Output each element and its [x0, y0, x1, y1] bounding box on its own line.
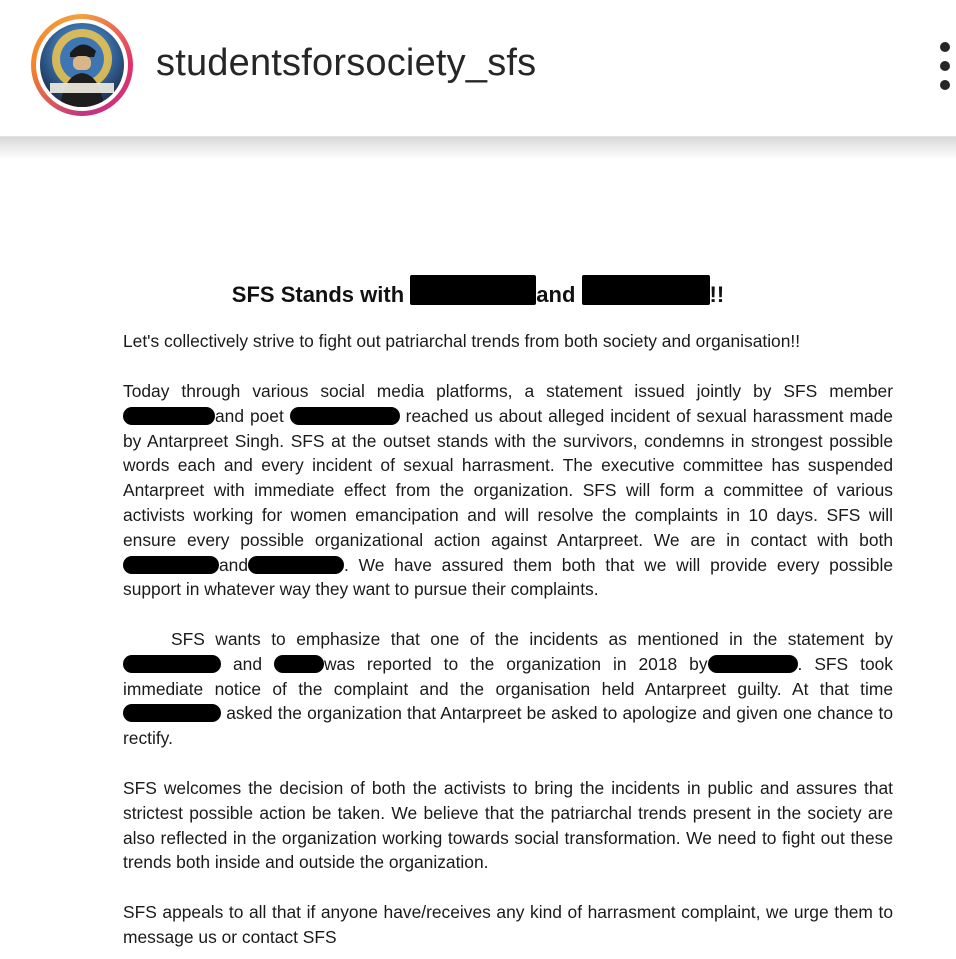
redaction-bar [410, 275, 536, 305]
sfs-logo-icon [40, 23, 124, 107]
username[interactable]: studentsforsociety_sfs [156, 42, 537, 84]
paragraph-3: SFS welcomes the decision of both the activists to bring the incidents in public and assures that strictest possible action be taken. We believe that the patriarchal trends present in the society are also reflected in the organization working towards social transformation. We need to fight out these trends both inside and outside the organization. [123, 778, 893, 873]
paragraph-4: SFS appeals to all that if anyone have/receives any kind of harrasment complaint, we urge them to message us or contact SFS [123, 902, 893, 947]
document-title: SFS Stands with and !! [0, 275, 956, 308]
avatar[interactable] [31, 14, 133, 116]
paragraph-2: SFS wants to emphasize that one of the incidents as mentioned in the statement by and was reported to the organization in 2018 by . SFS took immediate notice of the complaint and the organisation held Antarpreet guilty. At that time asked the organization that Antarpreet be asked to apologize and given one chance to rectify. [123, 629, 894, 749]
redaction-bar [582, 275, 710, 305]
redaction-bar [123, 704, 221, 722]
post-image-document [0, 159, 956, 959]
redaction-bar [123, 407, 215, 425]
redaction-bar [123, 655, 221, 673]
document-subtitle: Let's collectively strive to fight out patriarchal trends from both society and organisation!! [123, 331, 801, 351]
redaction-bar [708, 655, 798, 673]
more-vertical-icon[interactable] [936, 40, 956, 92]
redaction-bar [248, 556, 344, 574]
header-shadow [0, 137, 956, 159]
redaction-bar [123, 556, 219, 574]
redaction-bar [290, 407, 400, 425]
post-header [0, 0, 956, 137]
redaction-bar [274, 655, 324, 673]
paragraph-1: Today through various social media platforms, a statement issued jointly by SFS member and poet reached us about alleged incident of sexual harassment made by Antarpreet Singh. SFS at the outset stands with the survivors, condemns in strongest possible words each and every incident of sexual harrasment. The executive committee has suspended Antarpreet with immediate effect from the organization. SFS will form a committee of various activists working for women emancipation and will resolve the complaints in 10 days. SFS will ensure every possible organizational action against Antarpreet. We are in contact with bothand . We have assured them both that we will provide every possible support in whatever way they want to pursue their complaints. [123, 381, 893, 600]
